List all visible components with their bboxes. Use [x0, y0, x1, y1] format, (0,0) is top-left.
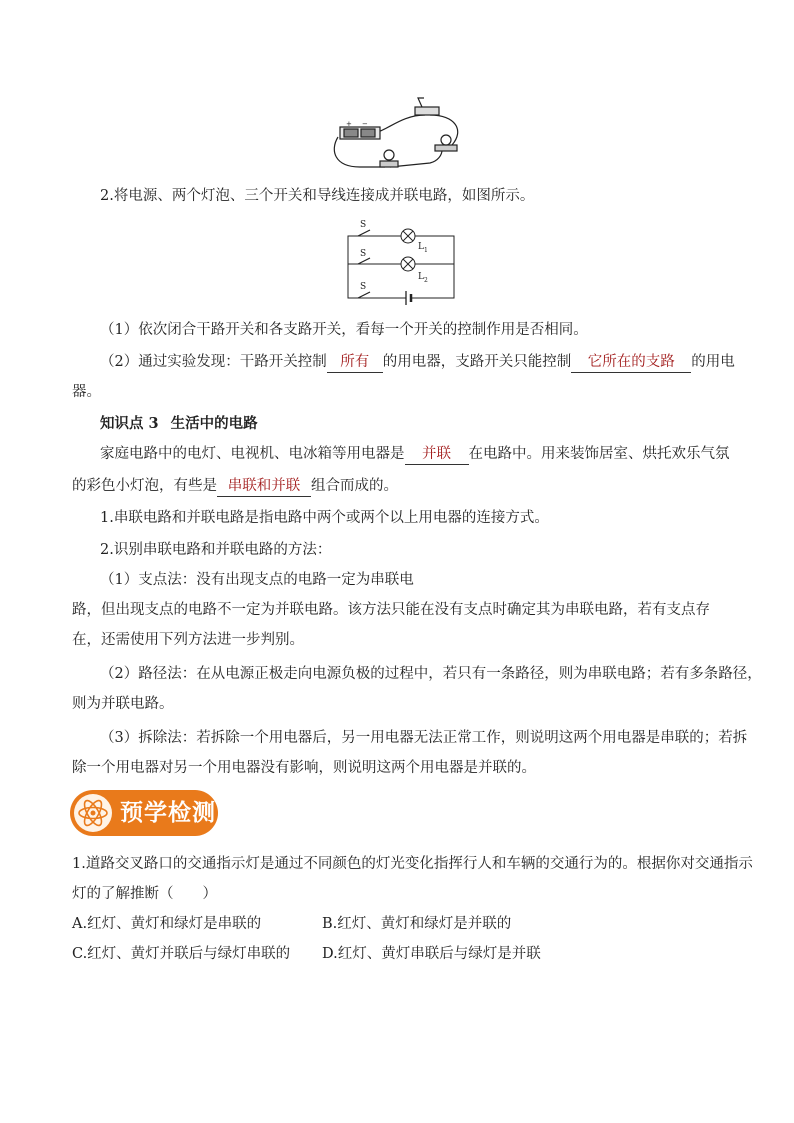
section-badge — [70, 790, 218, 836]
answer-all: 所有 — [327, 352, 383, 373]
method-2-line-a: （2）路径法：在从电源正极走向电源负极的过程中，若只有一条路径，则为串联电路；若有多条路径， — [100, 666, 762, 682]
lamp-label-2: L — [418, 272, 424, 282]
method-3-line-a: （3）拆除法：若拆除一个用电器后，另一用电器无法正常工作，则说明这两个用电器是串联的；若拆 — [100, 730, 748, 746]
kp3-label: 知识点 3 — [100, 415, 159, 432]
parallel-circuit-diagram — [340, 216, 460, 306]
item-2-pre: （2）通过实验发现：干路开关控制 — [100, 354, 327, 370]
physical-circuit-figure — [330, 95, 465, 173]
method-3-line-b: 除一个用电器对另一个用电器没有影响，则说明这两个用电器是并联的。 — [72, 760, 536, 776]
option-d[interactable]: D.红灯、黄灯串联后与绿灯是并联 — [322, 946, 541, 962]
switch-label-2: S — [360, 249, 367, 259]
knowledge-point-3-heading — [100, 414, 258, 434]
option-a[interactable]: A.红灯、黄灯和绿灯是串联的 — [72, 916, 262, 932]
lamp-label-2-sub: 2 — [424, 277, 428, 284]
option-b[interactable]: B.红灯、黄灯和绿灯是并联的 — [322, 916, 512, 932]
lamp-label-1-sub: 1 — [424, 247, 428, 254]
kp3-p1-pre2: 的彩色小灯泡，有些是 — [72, 478, 217, 494]
switch-label-3: S — [360, 282, 367, 292]
kp3-paragraph-2: 1.串联电路和并联电路是指电路中两个或两个以上用电器的连接方式。 — [100, 510, 549, 526]
paragraph-2-title: 2.将电源、两个灯泡、三个开关和导线连接成并联电路，如图所示。 — [100, 188, 535, 204]
paragraph-2-item-2-cont: 器。 — [72, 384, 101, 400]
method-1-line-c: 在，还需使用下列方法进一步判别。 — [72, 632, 304, 648]
section-badge-title: 预学检测 — [120, 800, 216, 826]
kp3-paragraph-3: 2.识别串联电路和并联电路的方法： — [100, 542, 332, 558]
svg-text:−: − — [362, 120, 368, 128]
item-2-post: 的用电 — [691, 354, 735, 370]
answer-series-and-parallel: 串联和并联 — [217, 476, 311, 497]
svg-text:+: + — [346, 120, 352, 128]
atom-icon — [74, 794, 112, 832]
method-1-line-a: （1）支点法：没有出现支点的电路一定为串联电 — [100, 572, 414, 588]
method-1-line-b: 路，但出现支点的电路不一定为并联电路。该方法只能在没有支点时确定其为串联电路，若有支点存 — [72, 602, 710, 618]
switch-label-1: S — [360, 220, 367, 230]
paragraph-2-item-2 — [100, 352, 735, 373]
kp3-paragraph-1-cont — [72, 476, 398, 497]
lamp-label-1: L — [418, 242, 424, 252]
answer-parallel: 并联 — [405, 444, 469, 465]
answer-own-branch: 它所在的支路 — [571, 352, 691, 373]
question-1-stem-b: 灯的了解推断（ ） — [72, 886, 217, 902]
item-2-mid: 的用电器，支路开关只能控制 — [382, 354, 572, 370]
paragraph-2-item-1: （1）依次闭合干路开关和各支路开关，看每一个开关的控制作用是否相同。 — [100, 322, 588, 338]
kp3-title: 生活中的电路 — [170, 415, 258, 432]
method-2-line-b: 则为并联电路。 — [72, 696, 174, 712]
question-1-stem-a: 1.道路交叉路口的交通指示灯是通过不同颜色的灯光变化指挥行人和车辆的交通行为的。根据你对交通指示 — [72, 856, 753, 872]
option-c[interactable]: C.红灯、黄灯并联后与绿灯串联的 — [72, 946, 291, 962]
kp3-p1-post: 在电路中。用来装饰居室、烘托欢乐气氛 — [468, 446, 730, 462]
kp3-p1-post2: 组合而成的。 — [311, 478, 398, 494]
kp3-paragraph-1 — [100, 444, 730, 465]
kp3-p1-pre: 家庭电路中的电灯、电视机、电冰箱等用电器是 — [100, 446, 405, 462]
